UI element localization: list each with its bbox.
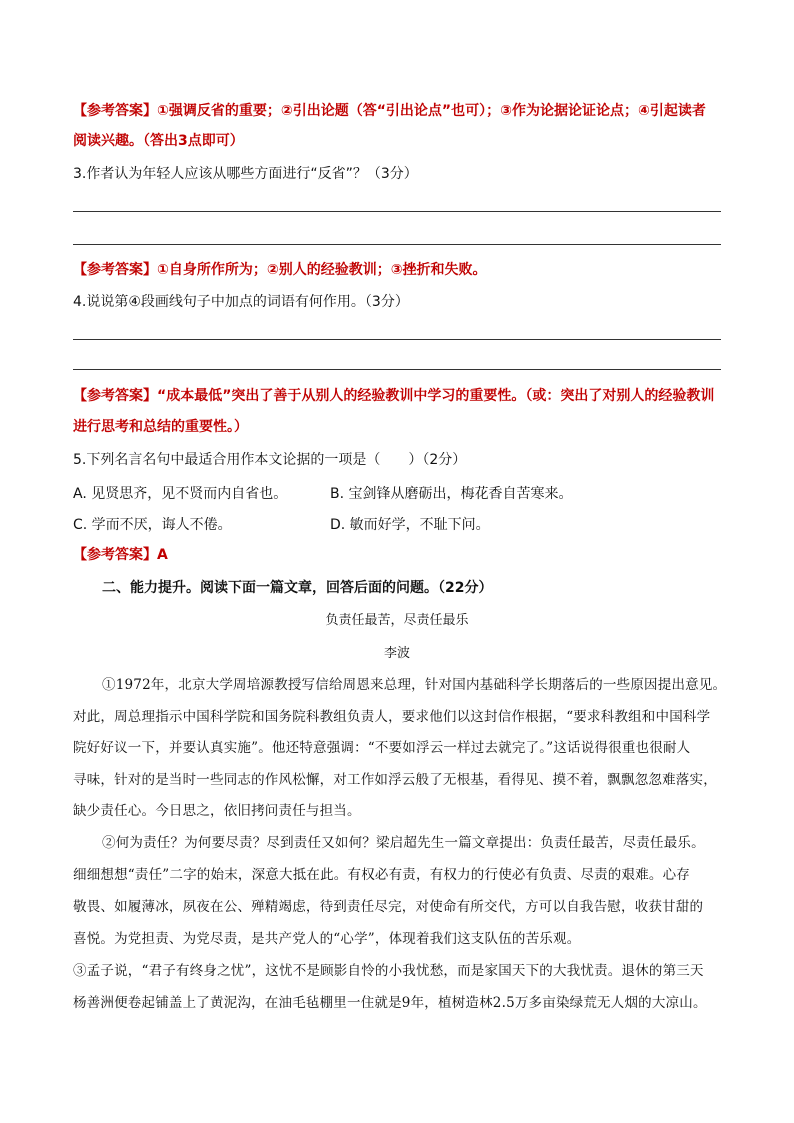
question-3: 3.作者认为年轻人应该从哪些方面进行“反省”？（3分） <box>73 166 418 182</box>
paragraph-2-line: 喜悦。为党担责、为党尽责，是共产党人的“心学”，体现着我们这支队伍的苦乐观。 <box>73 931 581 947</box>
answer-text: A <box>157 547 168 563</box>
question-5: 5.下列名言名句中最适合用作本文论据的一项是（ ）（2分） <box>73 452 467 468</box>
paragraph-2-line: 敬畏、如履薄冰，夙夜在公、殚精竭虑，待到责任尽完，对使命有所交代，方可以自我告慰，收获甘甜的 <box>73 899 704 915</box>
article-title: 负责任最苦，尽责任最乐 <box>325 613 469 628</box>
answer-text: 阅读兴趣。（答出3点即可） <box>73 133 244 149</box>
paragraph-1-line: 寻味，针对的是当时一些同志的作风松懈，对工作如浮云般了无根基，看得见、摸不着，飘飘忽忽难落实， <box>73 772 717 788</box>
option-d: D. 敏而好学，不耻下问。 <box>330 517 490 533</box>
answer-text: 进行思考和总结的重要性。） <box>73 419 248 435</box>
paragraph-2-line: 细细想想“责任”二字的始末，深意大抵在此。有权必有责，有权力的行使必有负责、尽责的艰难。心存 <box>73 867 691 883</box>
paragraph-3-line: ③孟子说，“君子有终身之忧”，这忧不是顾影自怜的小我忧愁，而是家国天下的大我忧责。退休的第三天 <box>73 963 704 979</box>
answer-label: 【参考答案】 <box>73 262 157 278</box>
paragraph-1-line: 对此，周总理指示中国科学院和国务院科教组负责人，要求他们以这封信作根据，“要求科教组和中国科学 <box>73 709 711 725</box>
q4-answer-line-2 <box>73 417 248 437</box>
q4-answer-line-1 <box>73 386 714 406</box>
paragraph-1-line: 院好好议一下，并要认真实施”。他还特意强调：“不要如浮云一样过去就完了。”这话说得很重也很耐人 <box>73 740 691 756</box>
answer-line <box>73 211 721 212</box>
q2-answer-line-1 <box>73 101 706 121</box>
question-4: 4.说说第④段画线句子中加点的词语有何作用。（3分） <box>73 294 409 310</box>
paragraph-2-line: ②何为责任？为何要尽责？尽到责任又如何？梁启超先生一篇文章提出：负责任最苦，尽责任最乐。 <box>102 835 705 851</box>
paragraph-1-line: 缺少责任心。今日思之，依旧拷问责任与担当。 <box>73 803 361 819</box>
q2-answer-line-2 <box>73 131 244 151</box>
option-c: C. 学而不厌，诲人不倦。 <box>73 517 232 533</box>
answer-label: 【参考答案】 <box>73 388 157 404</box>
paragraph-1-line: ①1972年，北京大学周培源教授写信给周恩来总理，针对国内基础科学长期落后的一些原因提出意见。 <box>102 677 727 693</box>
answer-line <box>73 339 721 340</box>
answer-line <box>73 244 721 245</box>
option-a: A. 见贤思齐，见不贤而内自省也。 <box>73 486 288 502</box>
option-b: B. 宝剑锋从磨砺出，梅花香自苦寒来。 <box>330 486 573 502</box>
answer-line <box>73 369 721 370</box>
answer-label: 【参考答案】 <box>73 547 157 563</box>
answer-text: ①强调反省的重要；②引出论题（答“引出论点”也可）；③作为论据论证论点；④引起读者 <box>157 103 706 119</box>
answer-label: 【参考答案】 <box>73 103 157 119</box>
answer-text: “成本最低”突出了善于从别人的经验教训中学习的重要性。（或：突出了对别人的经验教训 <box>157 388 715 404</box>
article-author: 李波 <box>383 646 410 661</box>
q3-answer <box>73 260 487 280</box>
q5-answer <box>73 545 168 565</box>
paragraph-3-line: 杨善洲便卷起铺盖上了黄泥沟，在油毛毡棚里一住就是9年，植树造林2.5万多亩染绿荒无人烟的大凉山。 <box>73 995 707 1011</box>
section-heading: 二、能力提升。阅读下面一篇文章，回答后面的问题。（22分） <box>102 580 493 596</box>
answer-text: ①自身所作所为；②别人的经验教训；③挫折和失败。 <box>157 262 487 278</box>
